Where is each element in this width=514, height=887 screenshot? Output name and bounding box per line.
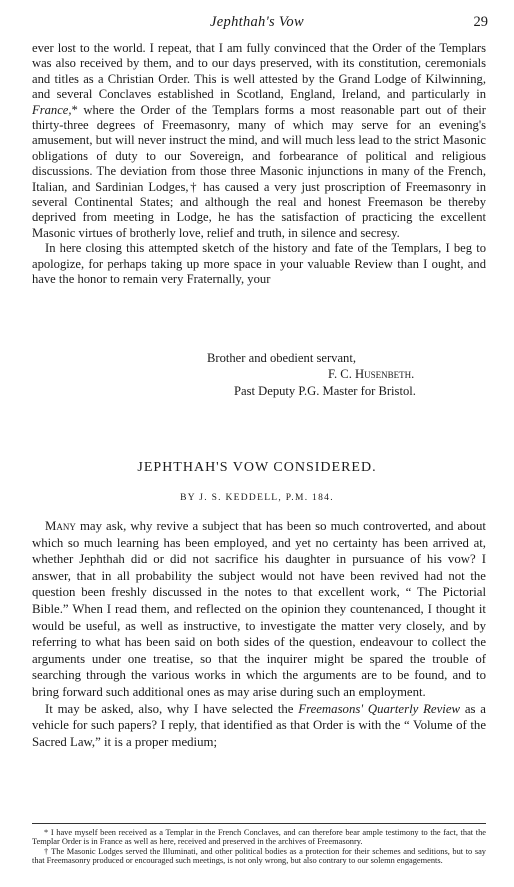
footnote-divider (32, 823, 486, 824)
paragraph-text: ever lost to the world. I repeat, that I am fully convinced that the Order of the Templars was also received by them, and to our days preserved, with its constitution, ceremonials and titles as a Christian Order. This is well attested by the Grand Lodge of Kilwinning, and several Conclaves established in Scotland, England, Ireland, and particularly in (32, 41, 486, 102)
paragraph (32, 701, 486, 751)
paragraph-text: * where the Order of the Templars forms a most reasonable part out of their thirty-three degrees of Freemasonry, many of which may serve for an evening's amusement, but will never instruct the mind, and will much less lead to the strict Masonic obligations of duty to our Sovereign, and forbearance of political and religious discussions. The deviation from those three Masonic injunctions in many of the French, Italian, and Sardinian Lodges,† has caused a very just proscription of Freemasonry in several Continental States; and although the real and honest Freemason be thereby deprived from meeting in Lodge, he has the satisfaction of practicing the excellent Masonic virtues of brotherly love, relief and truth, in silence and secresy. (32, 102, 486, 240)
article-body (32, 518, 486, 750)
paragraph: In here closing this attempted sketch of the history and fate of the Templars, I beg to apologize, for perhaps taking up more space in your valuable Review than I ought, and have the honor to remain very Fraternally, your (32, 241, 486, 287)
page-number: 29 (473, 14, 488, 30)
closing-line: Brother and obedient servant, (207, 351, 356, 365)
paragraph (32, 41, 486, 241)
paragraph-text: may ask, why revive a subject that has been so much controverted, and about which so much learning has been employed, and yet no certainty has been arrived at, whether Jephthah did or did not sacrifice his daughter in pursuance of his vow? I answer, that in all probability the subject would not have been revived had not the question been freshly discussed in the notes to that excellent work, “ The Pictorial Bible.” When I read them, and reflected on the opinion they countenanced, I thought it would be useful, as well as instructive, to investigate the matter very closely, and by referring to what has been said on both sides of the question, endeavour to collect the arguments under one treatise, so that the inquirer might be spared the trouble of searching through the various works in which the arguments are to be found, and to bring forward such additional ones as may arise during such an employment. (32, 519, 486, 699)
footnote: * I have myself been received as a Templar in the French Conclaves, and can therefore bear ample testimony to the fact, that the Templar Order is in France as well as here, received and preserved in the archives of Freemasonry. (32, 828, 486, 847)
article-title: JEPHTHAH'S VOW CONSIDERED. (137, 460, 377, 475)
footnote: † The Masonic Lodges served the Illuminati, and other political bodies as a protection for their schemes and seditions, but to say that Freemasonry produced or encouraged such meetings, is not only wrong, but also contrary to our solemn engagements. (32, 846, 486, 866)
running-head (0, 14, 514, 34)
article-byline: BY J. S. KEDDELL, P.M. 184. (180, 493, 334, 503)
previous-article-text (32, 41, 486, 288)
running-title: Jephthah's Vow (210, 14, 304, 30)
footnotes (32, 828, 486, 866)
signature-title: Past Deputy P.G. Master for Bristol. (234, 384, 416, 398)
drop-lead: Many (45, 519, 76, 533)
signature: F. C. Husenbeth. (328, 367, 415, 381)
paragraph-text: as a vehicle for such papers? I reply, that identified as that Order is with the “ Volume of the Sacred Law,” it is a proper medium; (32, 701, 486, 749)
italic-text: France, (32, 102, 72, 117)
paragraph (32, 518, 486, 701)
paragraph-text: It may be asked, also, why I have selected the (45, 701, 299, 716)
italic-text: Freemasons' Quarterly Review (298, 701, 461, 716)
